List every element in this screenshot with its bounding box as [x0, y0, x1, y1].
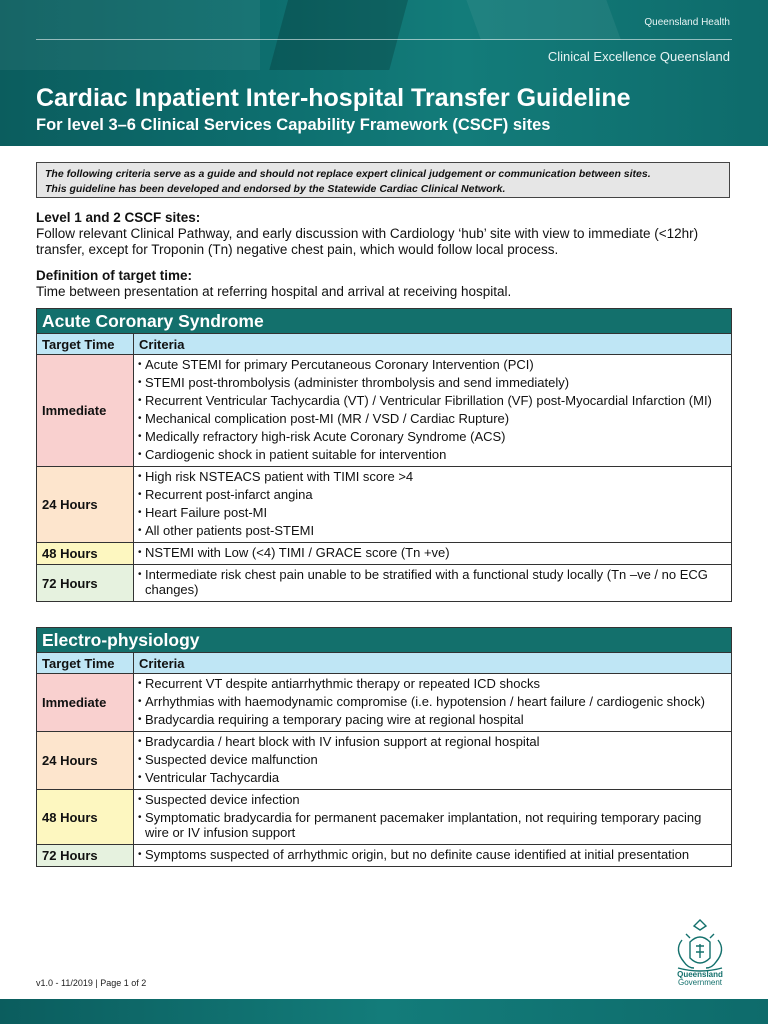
criteria-row: [37, 543, 732, 565]
target-time-cell: 48 Hours: [37, 790, 134, 845]
criteria-item: • Bradycardia / heart block with IV infusion support at regional hospital: [138, 734, 727, 749]
criteria-item: • Cardiogenic shock in patient suitable for intervention: [138, 447, 727, 462]
disclaimer-line: The following criteria serve as a guide and should not replace expert clinical judgement or communication between sites.: [45, 168, 651, 180]
col-header-target-time: Target Time: [37, 334, 134, 355]
criteria-cell: [134, 565, 732, 602]
division-name: Clinical Excellence Queensland: [547, 49, 730, 64]
level12-heading: Level 1 and 2 CSCF sites:: [36, 210, 201, 225]
criteria-item: • All other patients post-STEMI: [138, 523, 727, 538]
criteria-item: • Arrhythmias with haemodynamic compromise (i.e. hypotension / heart failure / cardiogenic shock): [138, 694, 727, 709]
definition-heading: Definition of target time:: [36, 268, 192, 283]
definition-section: [36, 268, 736, 300]
criteria-item: • Intermediate risk chest pain unable to be stratified with a functional study locally (Tn –ve / no ECG changes): [138, 567, 727, 597]
criteria-row: [37, 732, 732, 790]
criteria-item: • Acute STEMI for primary Percutaneous Coronary Intervention (PCI): [138, 357, 727, 372]
criteria-cell: [134, 543, 732, 565]
criteria-item: • Recurrent post-infarct angina: [138, 487, 727, 502]
header-decoration: [459, 0, 621, 40]
target-time-cell: 24 Hours: [37, 732, 134, 790]
acs-table: [36, 308, 732, 602]
acs-table-title: Acute Coronary Syndrome: [37, 309, 732, 334]
criteria-item: • High risk NSTEACS patient with TIMI score >4: [138, 469, 727, 484]
page-header: [0, 0, 768, 146]
criteria-item: • NSTEMI with Low (<4) TIMI / GRACE score (Tn +ve): [138, 545, 727, 560]
government-logo-text: [670, 971, 730, 987]
criteria-item: • Bradycardia requiring a temporary pacing wire at regional hospital: [138, 712, 727, 727]
criteria-row: [37, 467, 732, 543]
ep-table: [36, 627, 732, 867]
criteria-item: • Ventricular Tachycardia: [138, 770, 727, 785]
criteria-row: [37, 674, 732, 732]
target-time-cell: Immediate: [37, 355, 134, 467]
criteria-row: [37, 565, 732, 602]
level12-text: Follow relevant Clinical Pathway, and early discussion with Cardiology ‘hub’ site with view to immediate (<12hr): [36, 226, 699, 241]
criteria-cell: [134, 732, 732, 790]
page-title: Cardiac Inpatient Inter-hospital Transfer Guideline: [36, 84, 631, 112]
criteria-row: [37, 845, 732, 867]
criteria-cell: [134, 674, 732, 732]
target-time-cell: 48 Hours: [37, 543, 134, 565]
col-header-target-time: Target Time: [37, 653, 134, 674]
criteria-row: [37, 790, 732, 845]
definition-text: Time between presentation at referring hospital and arrival at receiving hospital.: [36, 284, 512, 299]
ep-table-title: Electro-physiology: [37, 628, 732, 653]
target-time-cell: 72 Hours: [37, 565, 134, 602]
criteria-row: [37, 355, 732, 467]
logo-line: Government: [677, 978, 723, 987]
page-subtitle: For level 3–6 Clinical Services Capability Framework (CSCF) sites: [36, 116, 551, 134]
level12-section: [36, 210, 736, 258]
header-divider: [36, 39, 732, 40]
criteria-cell: [134, 467, 732, 543]
level12-text: transfer, except for Troponin (Tn) negative chest pain, which would follow local process.: [36, 242, 559, 257]
criteria-item: • Medically refractory high-risk Acute Coronary Syndrome (ACS): [138, 429, 727, 444]
disclaimer-box: [36, 162, 730, 198]
criteria-item: • Recurrent Ventricular Tachycardia (VT) / Ventricular Fibrillation (VF) post-Myocardial Infarction (MI): [138, 393, 727, 408]
logo-line: Queensland: [677, 970, 723, 979]
disclaimer-line: This guideline has been developed and endorsed by the Statewide Cardiac Clinical Network.: [45, 183, 506, 195]
criteria-item: • Symptomatic bradycardia for permanent pacemaker implantation, not requiring temporary pacing wire or IV infusion support: [138, 810, 727, 840]
criteria-cell: [134, 790, 732, 845]
criteria-item: • Heart Failure post-MI: [138, 505, 727, 520]
criteria-cell: [134, 845, 732, 867]
target-time-cell: 72 Hours: [37, 845, 134, 867]
version-footer: v1.0 - 11/2019 | Page 1 of 2: [36, 978, 147, 988]
criteria-item: • Recurrent VT despite antiarrhythmic therapy or repeated ICD shocks: [138, 676, 727, 691]
criteria-cell: [134, 355, 732, 467]
criteria-item: • Symptoms suspected of arrhythmic origin, but no definite cause identified at initial presentation: [138, 847, 727, 862]
target-time-cell: Immediate: [37, 674, 134, 732]
criteria-item: • Suspected device infection: [138, 792, 727, 807]
header-decoration: [269, 0, 410, 70]
col-header-criteria: Criteria: [134, 334, 732, 355]
org-name: Queensland Health: [644, 17, 730, 28]
criteria-item: • Mechanical complication post-MI (MR / VSD / Cardiac Rupture): [138, 411, 727, 426]
col-header-criteria: Criteria: [134, 653, 732, 674]
target-time-cell: 24 Hours: [37, 467, 134, 543]
criteria-item: • STEMI post-thrombolysis (administer thrombolysis and send immediately): [138, 375, 727, 390]
footer-band: [0, 999, 768, 1024]
header-decoration: [0, 0, 260, 70]
criteria-item: • Suspected device malfunction: [138, 752, 727, 767]
